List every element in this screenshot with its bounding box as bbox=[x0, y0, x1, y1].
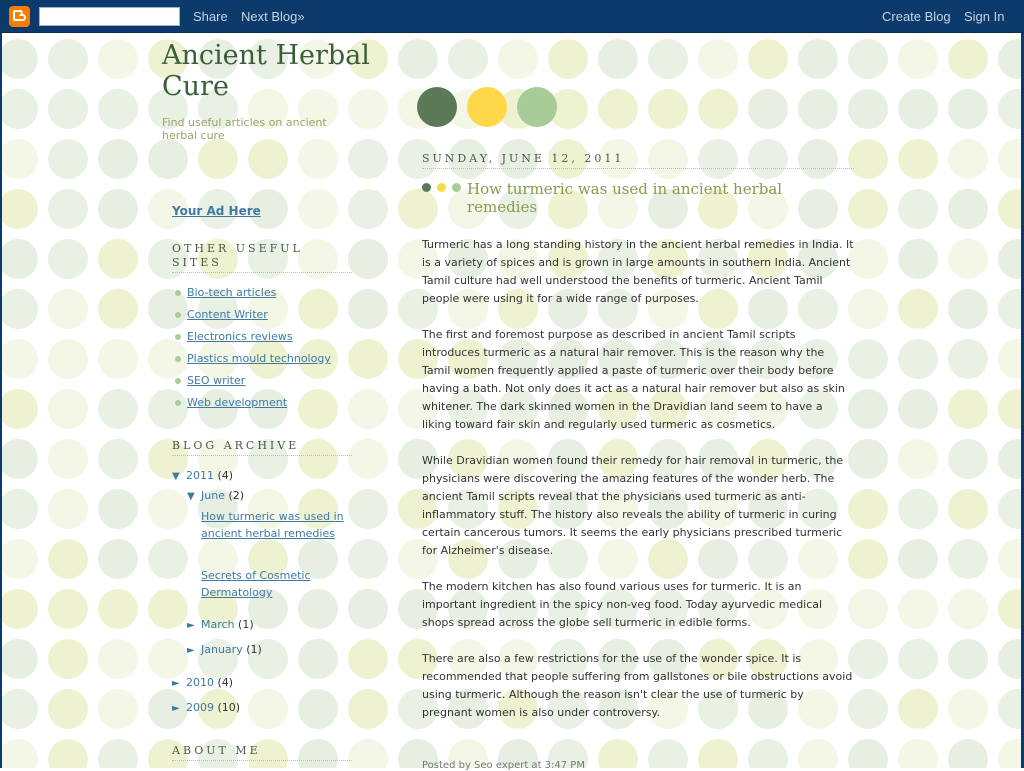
blog-description: Find useful articles on ancient herbal cure bbox=[162, 116, 327, 142]
background-dot bbox=[998, 439, 1021, 479]
background-dot bbox=[298, 139, 338, 179]
bullet-icon bbox=[175, 356, 181, 362]
background-dot bbox=[98, 289, 138, 329]
archive-year-2011 bbox=[172, 469, 233, 482]
background-dot bbox=[898, 389, 938, 429]
about-me-heading: ABOUT ME bbox=[172, 744, 352, 761]
background-dot bbox=[848, 389, 888, 429]
expand-toggle-icon[interactable]: ▼ bbox=[172, 471, 180, 482]
archive-link-2011[interactable]: 2011 bbox=[186, 469, 214, 482]
archive-count: (4) bbox=[217, 676, 234, 689]
background-dot bbox=[98, 89, 138, 129]
background-dot bbox=[648, 739, 688, 768]
background-dot bbox=[948, 289, 988, 329]
background-dot bbox=[948, 639, 988, 679]
next-blog-link[interactable]: Next Blog» bbox=[241, 9, 305, 24]
background-dot bbox=[398, 39, 438, 79]
background-dot bbox=[2, 639, 38, 679]
site-link-seo[interactable]: SEO writer bbox=[187, 374, 246, 387]
background-dot bbox=[898, 139, 938, 179]
background-dot bbox=[798, 39, 838, 79]
background-dot bbox=[2, 239, 38, 279]
background-dot bbox=[848, 689, 888, 729]
background-dot bbox=[948, 489, 988, 529]
list-item bbox=[174, 352, 331, 374]
background-dot bbox=[348, 189, 388, 229]
background-dot bbox=[298, 689, 338, 729]
background-dot bbox=[948, 739, 988, 768]
blog-title[interactable]: Ancient Herbal Cure bbox=[162, 40, 370, 102]
background-dot bbox=[348, 639, 388, 679]
archive-post-dermatology bbox=[201, 567, 356, 601]
background-dot bbox=[948, 89, 988, 129]
background-dot bbox=[998, 389, 1021, 429]
title-dot-light-icon bbox=[452, 183, 461, 192]
archive-post-link[interactable]: Secrets of Cosmetic Dermatology bbox=[201, 569, 311, 599]
date-header: SUNDAY, JUNE 12, 2011 bbox=[422, 152, 854, 169]
archive-count: (1) bbox=[238, 618, 254, 631]
your-ad-here-link[interactable]: Your Ad Here bbox=[172, 204, 261, 218]
collapse-toggle-icon[interactable]: ► bbox=[187, 620, 195, 631]
background-dot bbox=[348, 739, 388, 768]
background-dot bbox=[698, 39, 738, 79]
background-dot bbox=[998, 239, 1021, 279]
other-sites-list bbox=[174, 286, 331, 418]
background-dot bbox=[48, 239, 88, 279]
header-dot-dark-icon bbox=[417, 87, 457, 127]
list-item bbox=[174, 396, 331, 418]
background-dot bbox=[898, 739, 938, 768]
background-dot bbox=[998, 139, 1021, 179]
background-dot bbox=[898, 89, 938, 129]
background-dot bbox=[948, 689, 988, 729]
background-dot bbox=[2, 289, 38, 329]
background-dot bbox=[348, 389, 388, 429]
background-dot bbox=[848, 489, 888, 529]
background-dot bbox=[48, 489, 88, 529]
list-item bbox=[174, 374, 331, 396]
background-dot bbox=[48, 289, 88, 329]
background-dot bbox=[998, 189, 1021, 229]
background-dot bbox=[848, 439, 888, 479]
archive-year-2010 bbox=[172, 676, 233, 689]
background-dot bbox=[2, 539, 38, 579]
background-dot bbox=[2, 739, 38, 768]
archive-link-2010[interactable]: 2010 bbox=[186, 676, 214, 689]
background-dot bbox=[548, 39, 588, 79]
background-dot bbox=[48, 589, 88, 629]
archive-link-january[interactable]: January bbox=[201, 643, 243, 656]
navbar-search-input[interactable] bbox=[39, 7, 180, 26]
background-dot bbox=[948, 139, 988, 179]
background-dot bbox=[848, 39, 888, 79]
background-dot bbox=[898, 239, 938, 279]
background-dot bbox=[98, 139, 138, 179]
background-dot bbox=[648, 89, 688, 129]
post-title[interactable]: How turmeric was used in ancient herbal remedies bbox=[467, 180, 783, 216]
blogger-logo-icon[interactable] bbox=[9, 6, 30, 27]
archive-year-2009 bbox=[172, 701, 240, 714]
background-dot bbox=[298, 189, 338, 229]
post-paragraph: There are also a few restrictions for the use of the wonder spice. It is recommended that people suffering from gallstones or bile obstructions avoid using turmeric. Although the reason isn't clear the use of turmeric by pregnant women is also under controversy. bbox=[422, 652, 853, 719]
background-dot bbox=[748, 89, 788, 129]
background-dot bbox=[948, 339, 988, 379]
blogger-navbar bbox=[0, 0, 1024, 33]
site-link-plastics[interactable]: Plastics mould technology bbox=[187, 352, 331, 365]
background-dot bbox=[798, 739, 838, 768]
expand-toggle-icon[interactable]: ▼ bbox=[187, 491, 195, 502]
other-sites-heading: OTHER USEFUL SITES bbox=[172, 242, 352, 273]
background-dot bbox=[98, 439, 138, 479]
background-dot bbox=[798, 89, 838, 129]
background-dot bbox=[948, 589, 988, 629]
bullet-icon bbox=[175, 400, 181, 406]
share-link[interactable]: Share bbox=[193, 9, 228, 24]
background-dot bbox=[48, 139, 88, 179]
title-dot-yellow-icon bbox=[437, 183, 446, 192]
background-dot bbox=[48, 439, 88, 479]
background-dot bbox=[2, 89, 38, 129]
background-dot bbox=[848, 289, 888, 329]
site-link-biotech[interactable]: Bio-tech articles bbox=[187, 286, 277, 299]
background-dot bbox=[998, 739, 1021, 768]
collapse-toggle-icon[interactable]: ► bbox=[187, 645, 195, 656]
background-dot bbox=[598, 739, 638, 768]
background-dot bbox=[848, 239, 888, 279]
bullet-icon bbox=[175, 312, 181, 318]
background-dot bbox=[998, 339, 1021, 379]
background-dot bbox=[898, 439, 938, 479]
archive-link-june[interactable]: June bbox=[201, 489, 225, 502]
background-dot bbox=[898, 289, 938, 329]
background-dot bbox=[948, 39, 988, 79]
collapse-toggle-icon[interactable]: ► bbox=[172, 678, 180, 689]
background-dot bbox=[98, 589, 138, 629]
sign-in-link[interactable]: Sign In bbox=[964, 9, 1005, 24]
archive-link-2009[interactable]: 2009 bbox=[186, 701, 214, 714]
background-dot bbox=[98, 639, 138, 679]
background-dot bbox=[198, 139, 238, 179]
background-dot bbox=[148, 539, 188, 579]
background-dot bbox=[98, 539, 138, 579]
background-dot bbox=[348, 439, 388, 479]
background-dot bbox=[48, 539, 88, 579]
collapse-toggle-icon[interactable]: ► bbox=[172, 703, 180, 714]
background-dot bbox=[948, 189, 988, 229]
bullet-icon bbox=[175, 290, 181, 296]
post-body bbox=[422, 236, 854, 740]
background-dot bbox=[998, 39, 1021, 79]
list-item bbox=[174, 286, 331, 308]
background-dot bbox=[848, 639, 888, 679]
background-dot bbox=[2, 689, 38, 729]
header-dot-yellow-icon bbox=[467, 87, 507, 127]
create-blog-link[interactable]: Create Blog bbox=[882, 9, 951, 24]
background-dot bbox=[898, 189, 938, 229]
blog-archive-heading: BLOG ARCHIVE bbox=[172, 439, 352, 456]
list-item bbox=[174, 330, 331, 352]
site-link-web-dev[interactable]: Web development bbox=[187, 396, 288, 409]
background-dot bbox=[998, 489, 1021, 529]
post-footer: Posted by Seo expert at 3:47 PM bbox=[422, 760, 585, 771]
background-dot bbox=[498, 39, 538, 79]
background-dot bbox=[848, 89, 888, 129]
background-dot bbox=[898, 489, 938, 529]
background-dot bbox=[948, 539, 988, 579]
background-dot bbox=[98, 339, 138, 379]
background-dot bbox=[848, 539, 888, 579]
background-dot bbox=[48, 89, 88, 129]
background-dot bbox=[148, 489, 188, 529]
background-dot bbox=[948, 389, 988, 429]
background-dot bbox=[748, 739, 788, 768]
background-dot bbox=[2, 339, 38, 379]
archive-month-january bbox=[187, 643, 262, 656]
background-dot bbox=[898, 339, 938, 379]
background-dot bbox=[648, 39, 688, 79]
background-dot bbox=[898, 689, 938, 729]
bullet-icon bbox=[175, 378, 181, 384]
background-dot bbox=[998, 589, 1021, 629]
background-dot bbox=[948, 239, 988, 279]
background-dot bbox=[348, 139, 388, 179]
background-dot bbox=[998, 289, 1021, 329]
background-dot bbox=[998, 639, 1021, 679]
background-dot bbox=[98, 689, 138, 729]
background-dot bbox=[48, 639, 88, 679]
background-dot bbox=[2, 439, 38, 479]
title-dot-dark-icon bbox=[422, 183, 431, 192]
background-dot bbox=[148, 139, 188, 179]
site-link-electronics[interactable]: Electronics reviews bbox=[187, 330, 293, 343]
background-dot bbox=[348, 689, 388, 729]
background-dot bbox=[848, 739, 888, 768]
background-dot bbox=[348, 239, 388, 279]
background-dot bbox=[698, 89, 738, 129]
background-dot bbox=[2, 39, 38, 79]
archive-count: (2) bbox=[228, 489, 245, 502]
background-dot bbox=[248, 139, 288, 179]
archive-month-june bbox=[187, 489, 244, 502]
background-dot bbox=[2, 489, 38, 529]
archive-post-link[interactable]: How turmeric was used in ancient herbal remedies bbox=[201, 510, 344, 540]
background-dot bbox=[148, 589, 188, 629]
background-dot bbox=[898, 39, 938, 79]
header-dot-light-icon bbox=[517, 87, 557, 127]
post-paragraph: The first and foremost purpose as described in ancient Tamil scripts introduces turmeric as a natural hair remover. This is the reason why the Tamil women frequently applied a paste of turmeric over their body before having a bath. Not only does it act as a natural hair remover but also as skin whitener. The dark skinned women in the Dravidian land seem to have a liking toward fair skin and regularly used turmeric as cosmetics. bbox=[422, 328, 845, 431]
background-dot bbox=[348, 339, 388, 379]
background-dot bbox=[698, 739, 738, 768]
background-dot bbox=[2, 139, 38, 179]
background-dot bbox=[98, 39, 138, 79]
background-dot bbox=[48, 739, 88, 768]
background-dot bbox=[348, 289, 388, 329]
background-dot bbox=[48, 689, 88, 729]
background-dot bbox=[898, 639, 938, 679]
background-dot bbox=[98, 189, 138, 229]
post-paragraph: The modern kitchen has also found various uses for turmeric. It is an important ingredient in the spicy non-veg food. Today ayurvedic medical shops spread across the globe sell turmeric in edible forms. bbox=[422, 580, 823, 629]
background-dot bbox=[598, 39, 638, 79]
background-dot bbox=[448, 39, 488, 79]
background-dot bbox=[998, 689, 1021, 729]
background-dot bbox=[2, 389, 38, 429]
list-item bbox=[174, 308, 331, 330]
background-dot bbox=[48, 339, 88, 379]
background-dot bbox=[948, 439, 988, 479]
archive-count: (1) bbox=[246, 643, 262, 656]
background-dot bbox=[2, 189, 38, 229]
background-dot bbox=[848, 189, 888, 229]
post-paragraph: While Dravidian women found their remedy for hair removal in turmeric, the physicians were discovering the amazing features of the wonder herb. The ancient Tamil scripts reveal that the physicians used turmeric as anti-inflammatory stuff. The history also reveals the ability of turmeric in curing certain cancerous tumors. It seems the early physicians prescribed turmeric for Alzheimer's disease. bbox=[422, 454, 844, 557]
background-dot bbox=[98, 739, 138, 768]
archive-count: (4) bbox=[217, 469, 234, 482]
background-dot bbox=[98, 239, 138, 279]
archive-post-turmeric bbox=[201, 508, 356, 542]
background-dot bbox=[48, 39, 88, 79]
background-dot bbox=[898, 589, 938, 629]
background-dot bbox=[848, 139, 888, 179]
background-dot bbox=[598, 89, 638, 129]
background-dot bbox=[848, 589, 888, 629]
background-dot bbox=[998, 89, 1021, 129]
background-dot bbox=[298, 639, 338, 679]
background-dot bbox=[98, 489, 138, 529]
background-dot bbox=[48, 389, 88, 429]
background-dot bbox=[898, 539, 938, 579]
background-dot bbox=[148, 639, 188, 679]
background-dot bbox=[48, 189, 88, 229]
background-dot bbox=[998, 539, 1021, 579]
site-link-content-writer[interactable]: Content Writer bbox=[187, 308, 268, 321]
background-dot bbox=[98, 389, 138, 429]
background-dot bbox=[748, 39, 788, 79]
background-dot bbox=[248, 689, 288, 729]
background-dot bbox=[398, 189, 438, 229]
archive-count: (10) bbox=[217, 701, 241, 714]
archive-link-march[interactable]: March bbox=[201, 618, 235, 631]
bullet-icon bbox=[175, 334, 181, 340]
background-dot bbox=[848, 339, 888, 379]
background-dot bbox=[2, 589, 38, 629]
archive-month-march bbox=[187, 618, 254, 631]
post-paragraph: Turmeric has a long standing history in the ancient herbal remedies in India. It is a variety of spices and is grown in large amounts in southern India. Ancient Tamil culture had well understood the benefits of turmeric. Ancient Tamil people were using it for a wide range of purposes. bbox=[422, 238, 854, 305]
